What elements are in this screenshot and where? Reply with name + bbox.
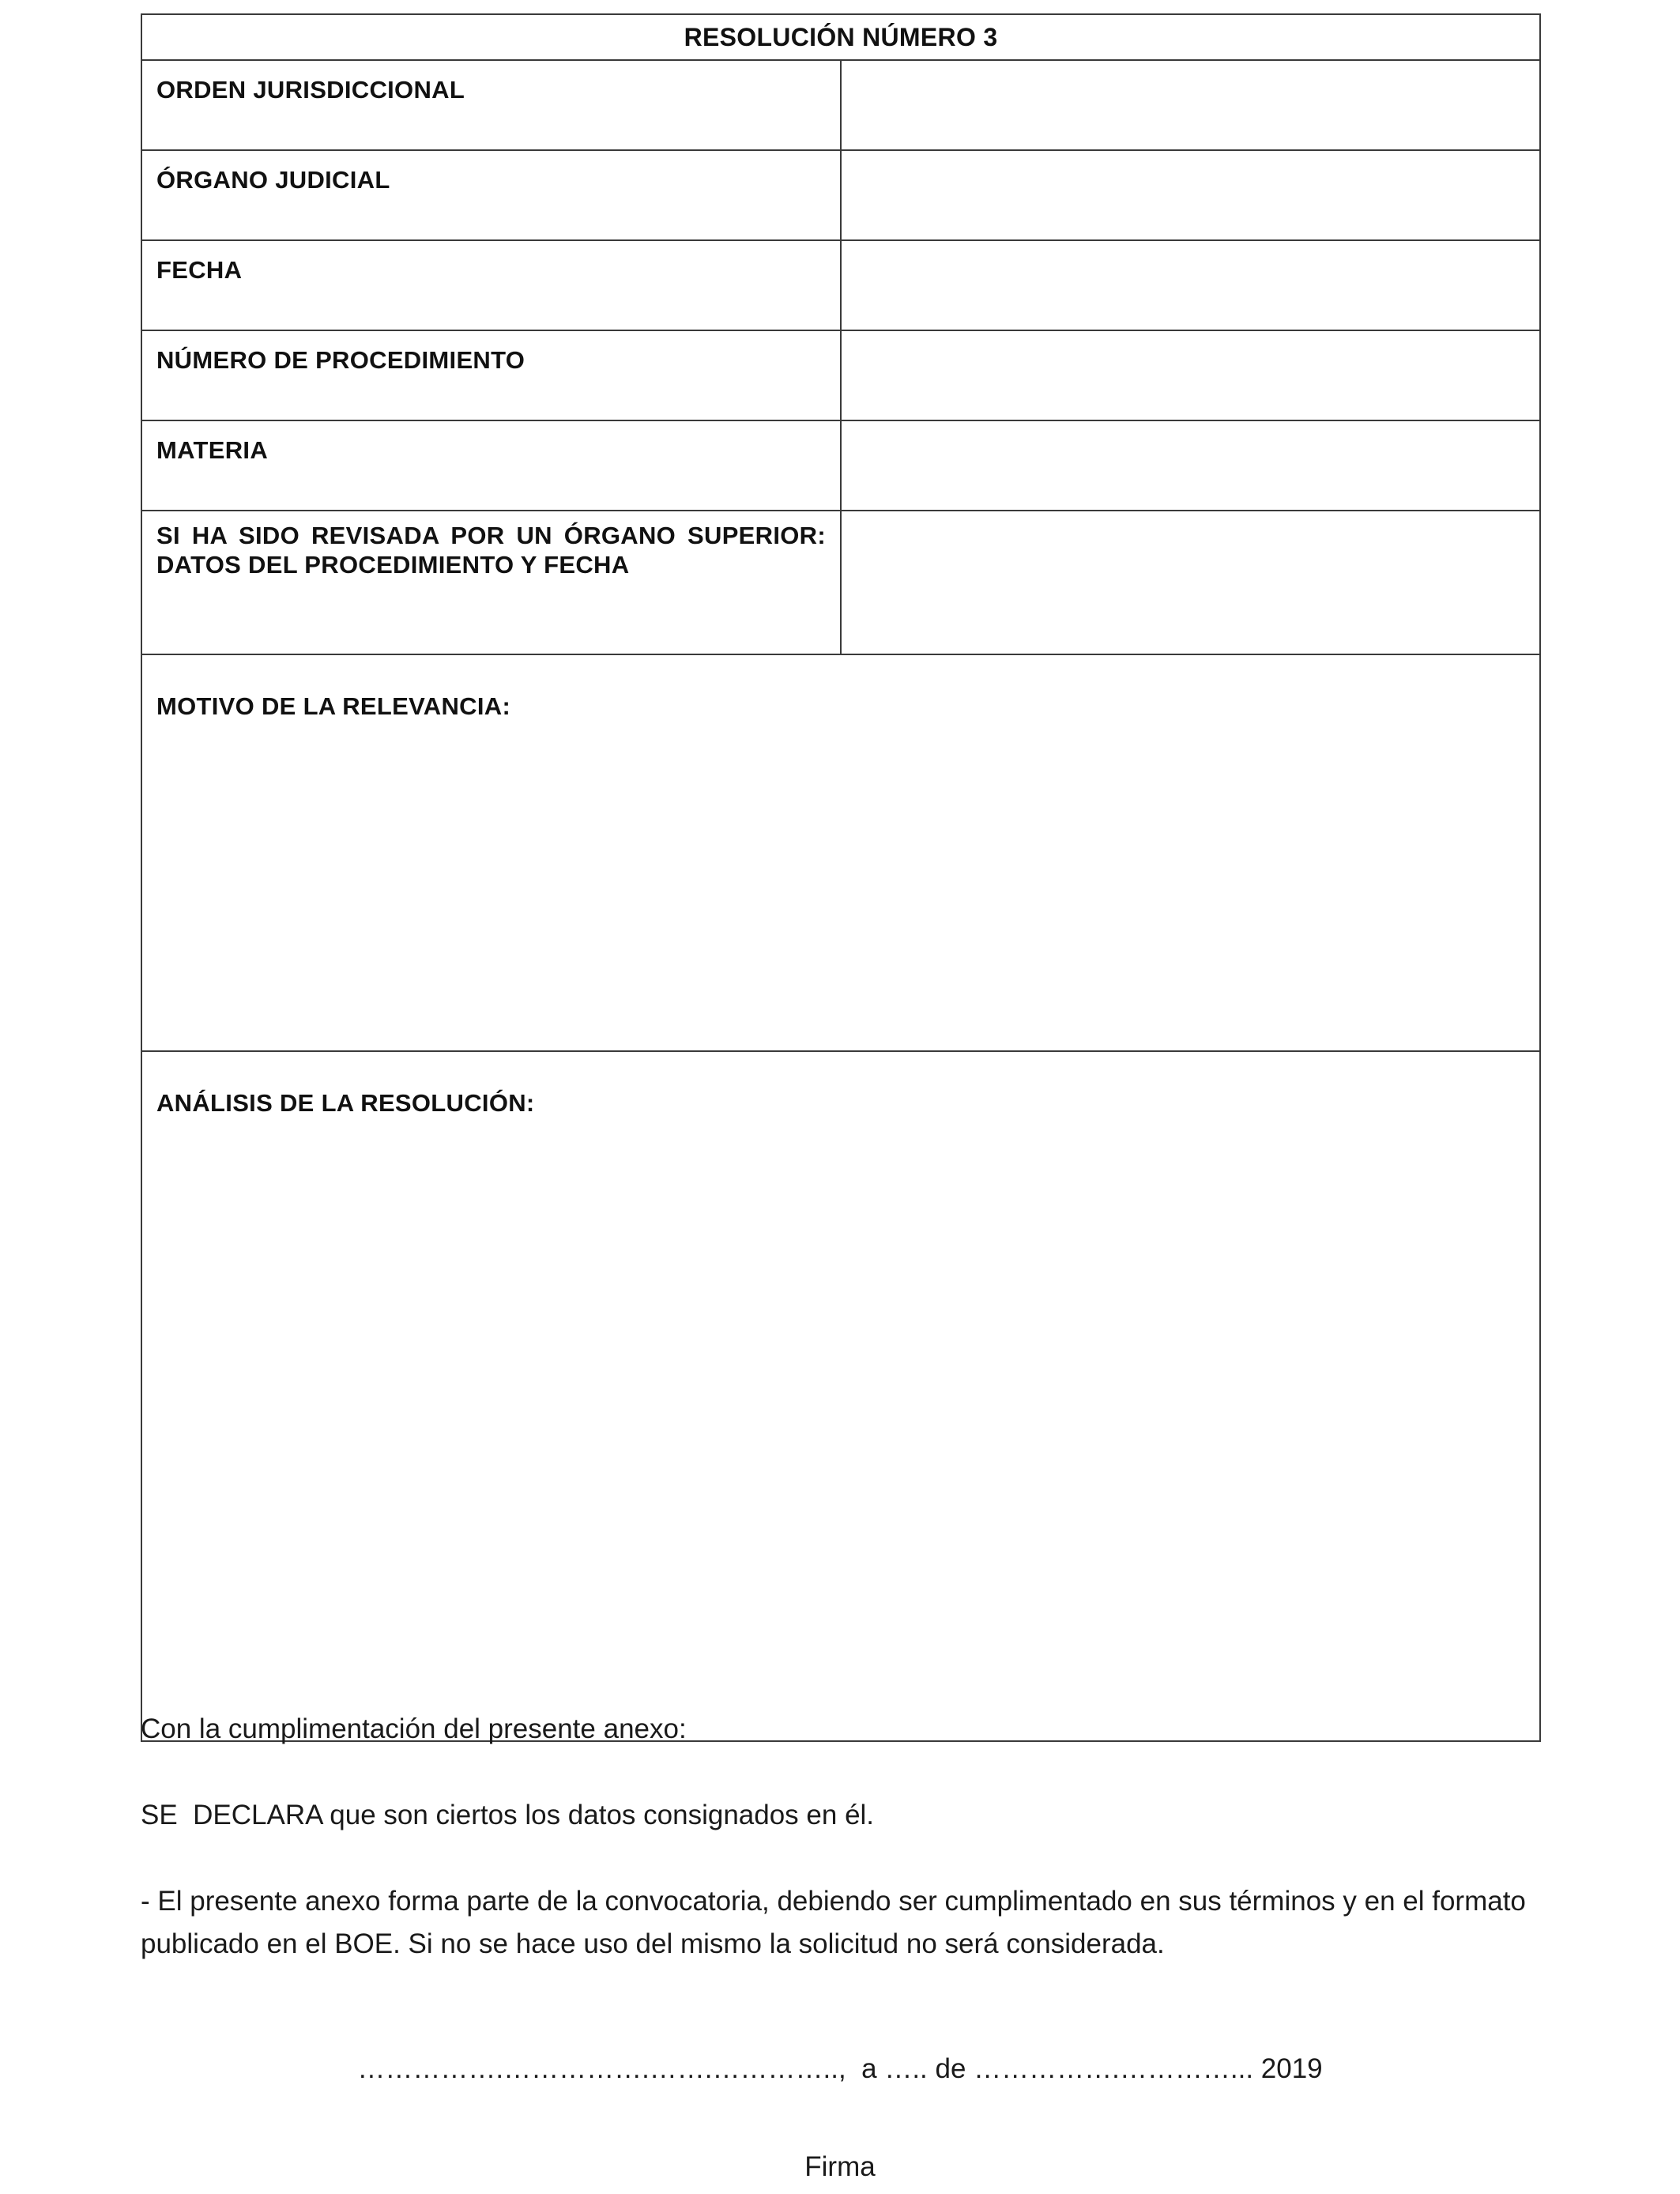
fecha-label: FECHA <box>141 240 841 330</box>
form-row-materia <box>141 420 1540 511</box>
declaration-statement: SE DECLARA que son ciertos los datos consignados en él. <box>141 1800 875 1830</box>
revision-superior-field[interactable] <box>841 511 1540 654</box>
motivo-relevancia-label: MOTIVO DE LA RELEVANCIA: <box>156 692 511 720</box>
form-row-organo <box>141 150 1540 240</box>
form-row-fecha <box>141 240 1540 330</box>
signature-date-line: …………….…………….…….………….., a ….. de …………….…………... 2019 <box>357 2053 1323 2084</box>
fecha-field[interactable] <box>841 240 1540 330</box>
orden-jurisdiccional-label: ORDEN JURISDICCIONAL <box>141 60 841 150</box>
resolution-form-table <box>141 13 1541 1742</box>
revision-superior-label: SI HA SIDO REVISADA POR UN ÓRGANO SUPERIOR: DATOS DEL PROCEDIMIENTO Y FECHA <box>141 511 841 654</box>
form-row-motivo <box>141 654 1540 1051</box>
motivo-relevancia-field[interactable] <box>141 654 1540 1051</box>
declaration-note: - El presente anexo forma parte de la convocatoria, debiendo ser cumplimentado en sus términos y en el formato publicado en el BOE. Si no se hace uso del mismo la solicitud no será considerada. <box>141 1886 1526 1959</box>
form-row-procedimiento <box>141 330 1540 420</box>
analisis-resolucion-field[interactable] <box>141 1051 1540 1741</box>
form-title: RESOLUCIÓN NÚMERO 3 <box>141 14 1540 60</box>
declaration-intro: Con la cumplimentación del presente anexo: <box>141 1713 687 1744</box>
signature-label: Firma <box>804 2151 876 2182</box>
numero-procedimiento-field[interactable] <box>841 330 1540 420</box>
materia-label: MATERIA <box>141 420 841 511</box>
materia-field[interactable] <box>841 420 1540 511</box>
form-row-analisis <box>141 1051 1540 1741</box>
organo-judicial-label: ÓRGANO JUDICIAL <box>141 150 841 240</box>
form-row-revision <box>141 511 1540 654</box>
analisis-resolucion-label: ANÁLISIS DE LA RESOLUCIÓN: <box>156 1089 535 1117</box>
form-row-orden <box>141 60 1540 150</box>
numero-procedimiento-label: NÚMERO DE PROCEDIMIENTO <box>141 330 841 420</box>
organo-judicial-field[interactable] <box>841 150 1540 240</box>
orden-jurisdiccional-field[interactable] <box>841 60 1540 150</box>
